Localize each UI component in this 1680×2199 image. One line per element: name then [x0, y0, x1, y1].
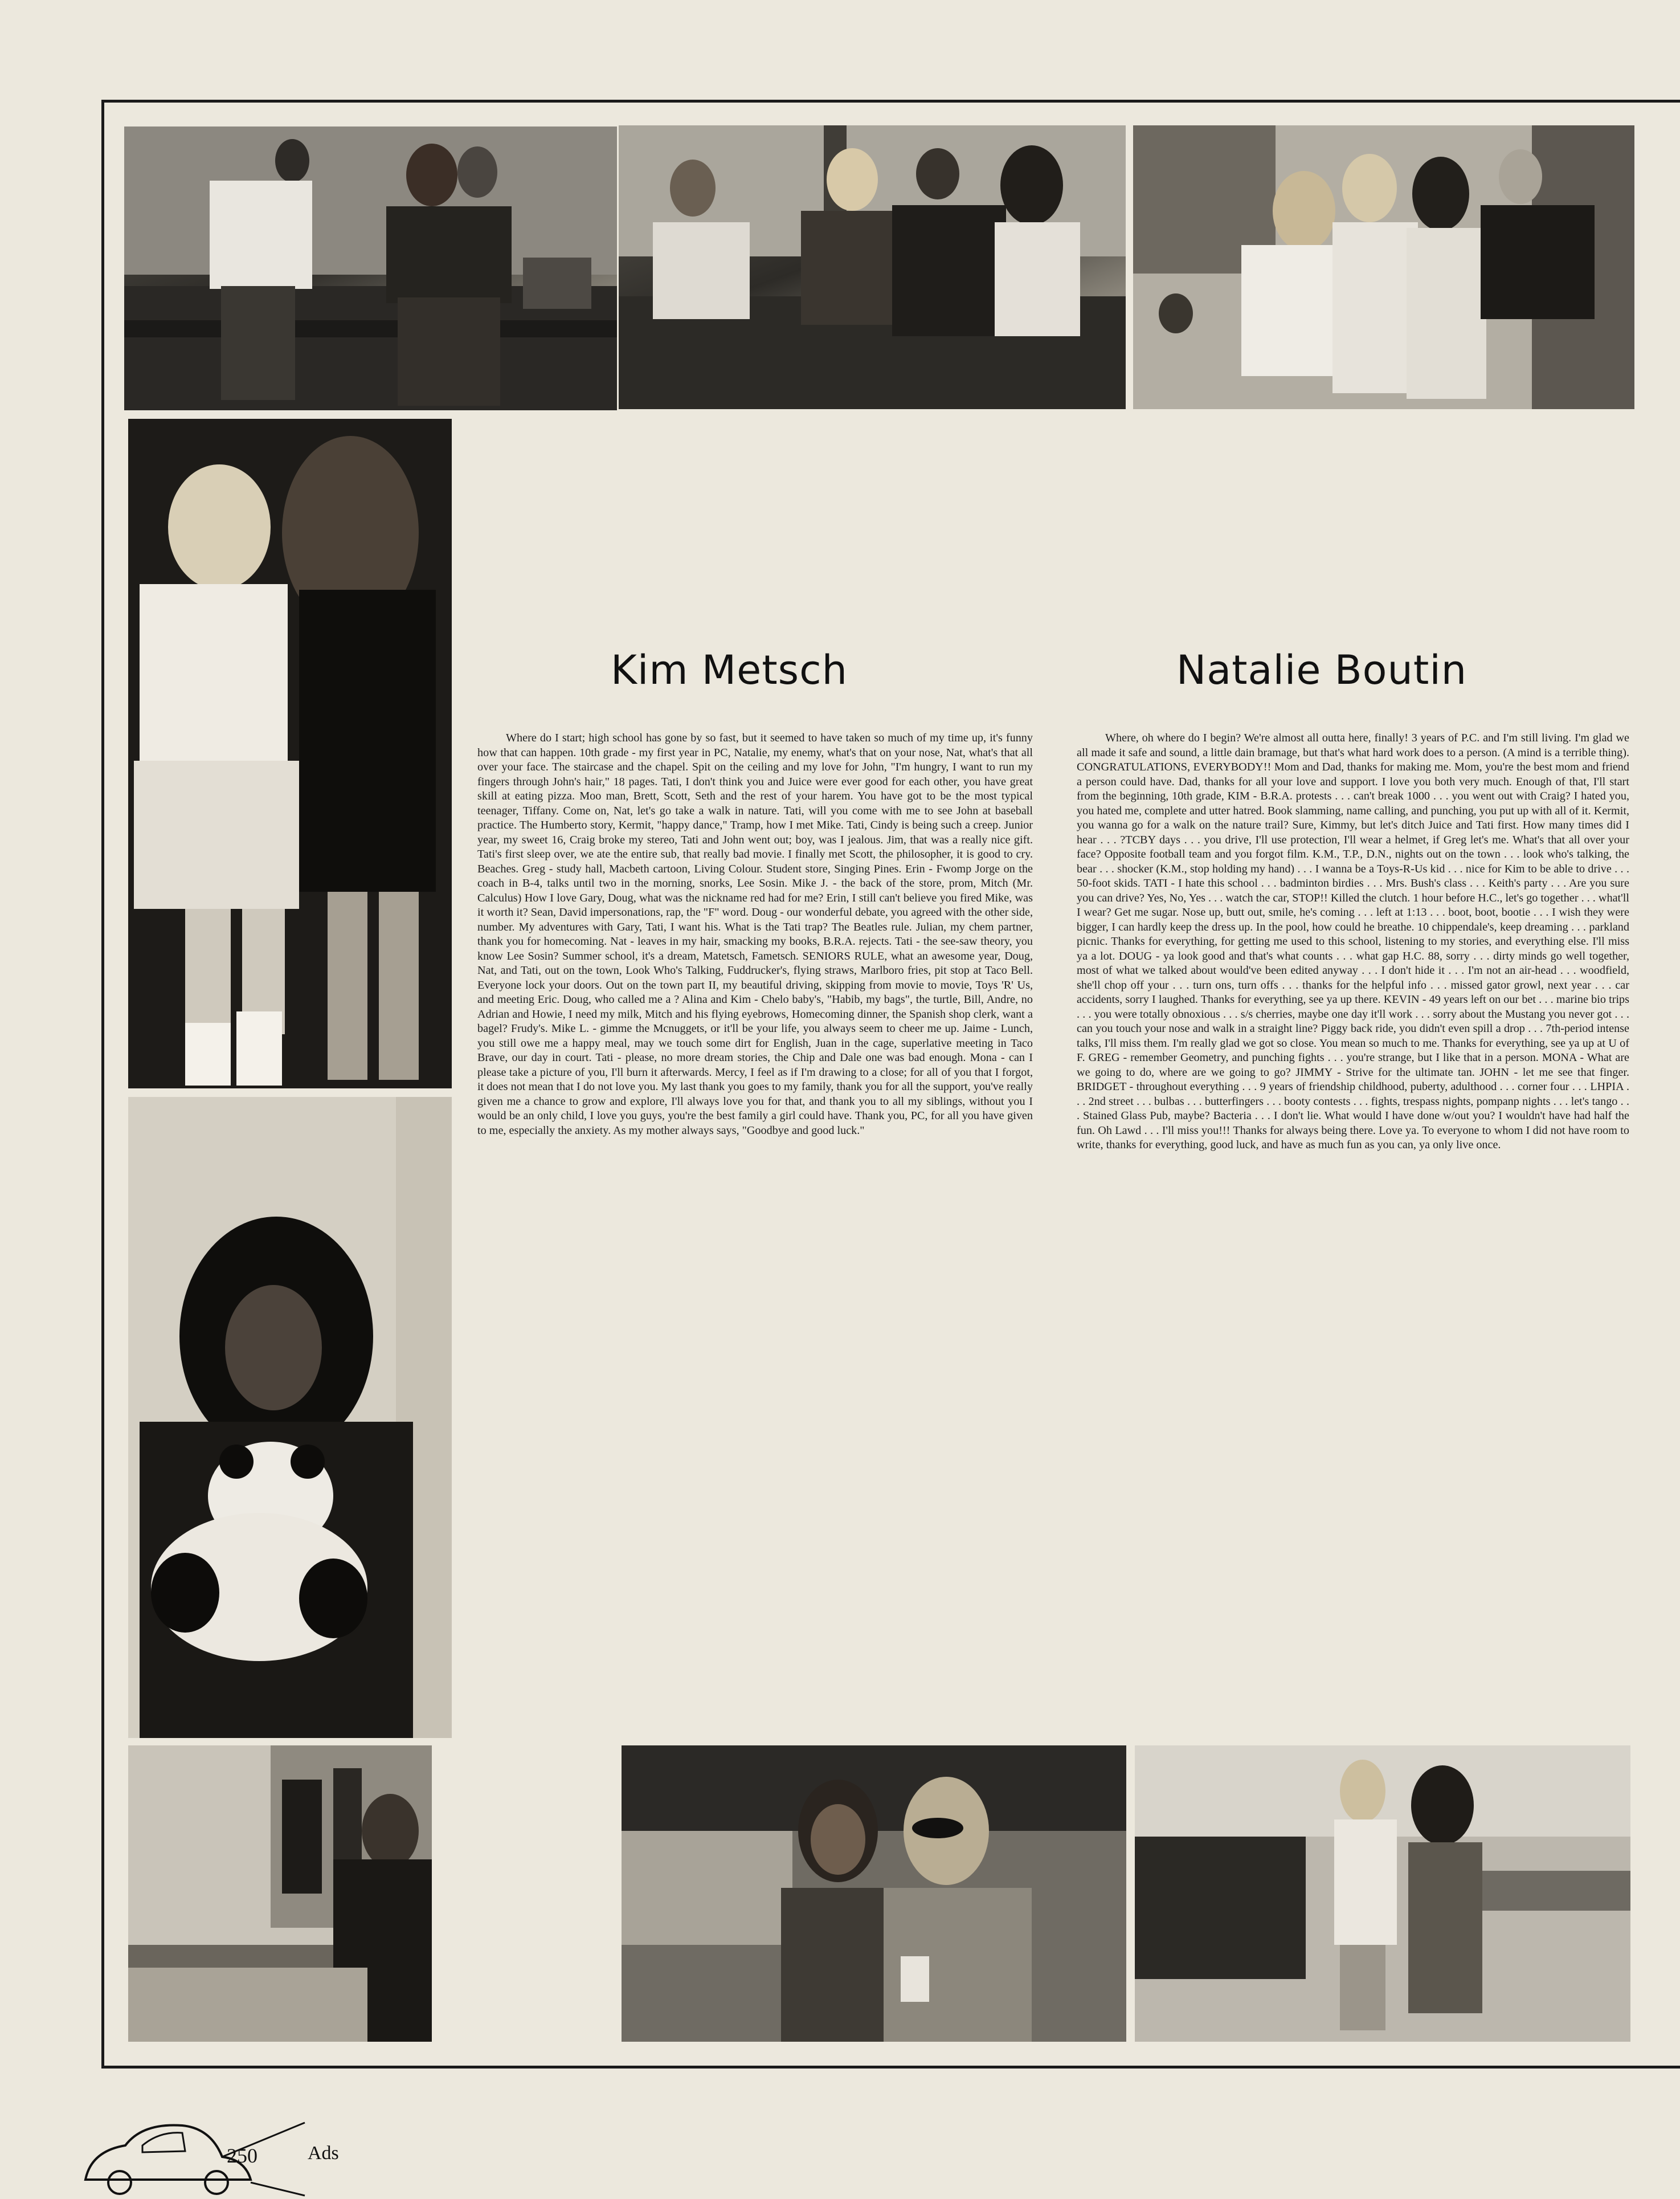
- photo-two-girls-outdoors: [1135, 1745, 1630, 2042]
- photo-two-girls-posing: [128, 419, 452, 1088]
- section-label: Ads: [308, 2143, 339, 2164]
- photo-guy-at-desk: [128, 1745, 432, 2042]
- car-logo-icon: [74, 2111, 313, 2197]
- profile-text-kim: [477, 731, 1033, 1460]
- page-number: 250: [227, 2144, 257, 2167]
- photo-couple-on-bench: [124, 127, 617, 410]
- profile-text-natalie: [1077, 731, 1629, 1483]
- profile-name-kim: Kim Metsch: [610, 647, 848, 693]
- photo-girl-with-panda: [128, 1097, 452, 1738]
- photo-four-friends-sitting: [619, 125, 1126, 409]
- profile-paragraph-kim: Where do I start; high school has gone by so fast, but it seemed to have taken so much of my time up, it's funny how that can happen. 10th grade - my first year in PC, Natalie, my enemy, what's that on your nose, Nat, what's that all over your face. The staircase and the chapel. Spit on the ceiling and my love for John, "I'm hungry, I want to run my fingers through John's hair," 18 pages. Tati, I don't think you and Juice were ever good for each other, you have great skill at eating pizza. Moo man, Brett, Scott, Seth and the rest of your harem. You have got to be the most typical teenager, Tiffany. Come on, Nat, let's go take a walk in nature. Tati, will you come with me to see John at baseball practice. The Humberto story, Kermit, "happy dance," Tramp, how I met Mike. Tati, Cindy is being such a creep. Junior year, my sweet 16, Craig broke my stereo, Tati and John went out; boy, was I jealous. Jim, that was a really nice gift. Tati's first sleep over, we ate the entire sub, that really bad movie. I finally met Scott, the philosopher, it is good to cry. Beaches. Greg - study hall, Macbeth cartoon, Living Colour. Student store, Singing Pines. Erin - Fwomp Jorge on the coach in B-4, talks until two in the morning, snorks, Lee Sosin. Mike J. - the back of the store, prom, Mitch (Mr. Calculus) How I love Gary, Doug, what was the nickname red had for me? Erin, I still can't believe you fired Mike, was it worth it? Sean, David impersonations, rap, the "F" word. Doug - our wonderful debate, you agreed with the other side, number. My adventures with Gary, Tati, I want his. What is the Tati trap? The Beatles rule. Julian, my chem partner, thank you for homecoming. Nat - leaves in my hair, smacking my books, B.R.A. rejects. Tati - the see-saw theory, you know Lee Sosin? Summer school, it's a dream, Matetsch, Fametsch. SENIORS RULE, what an awesome year, Doug, Nat, and Tati, out on the town, Look Who's Talking, Fuddrucker's, flying straws, Marlboro fries, pit stop at Taco Bell. Everyone lock your doors. Out on the town part II, my beautiful driving, skipping from movie to movie, Toys 'R' Us, and meeting Eric. Doug, who called me a ? Alina and Kim - Chelo baby's, "Habib, my bags", the turtle, Bill, Andre, no Adrian and Howie, I need my milk, Mitch and his flying eyebrows, Homecoming dinner, the Spanish shop clerk, want a bagel? Frudy's. Mike L. - gimme the Mcnuggets, or it'll be your life, you always seem to cheer me up. Jaime - Lunch, you still owe me a happy meal, may we touch some dirt for English, Juan in the cage, superlative meeting in Taco Brave, our day in court. Tati - please, no more dream stories, the Chip and Dale one was bad enough. Mona - can I please take a picture of you, I'll burn it afterwards. Mercy, I feel as if I'm drawing to a close; for all of you that I forgot, it does not mean that I do not love you. My last thank you goes to my family, thank you for all the support, you've really given me a chance to grow and explore, I'll always love you for that, and thank you to all my siblings, without you I would be an only child, I love you guys, you're the best family a girl could have. Thank you, PC, for all you have given to me, especially the anxiety. As my mother always says, "Goodbye and good luck.": [477, 732, 1033, 1137]
- profile-paragraph-natalie: Where, oh where do I begin? We're almost all outta here, finally! 3 years of P.C. and I'm still living. I'm glad we all made it safe and sound, a little dain bramage, but that's what hard work does to a person. (A mind is a terrible thing). CONGRATULATIONS, EVERYBODY!! Mom and Dad, thanks for making me. Mom, you're the best mom and friend a person could have. Dad, thanks for all your love and support. I love you both very much. Enough of that, I'll start from the beginning, 10th grade, KIM - B.R.A. protests . . . can't break 1000 . . . you went out with Craig? I hated you, you hated me, complete and utter hatred. Book slamming, name calling, and punching, you put up with all of it. Kermit, you wanna go for a walk on the nature trail? Sure, Kimmy, but let's ditch Juice and Tati first. How many times did I hear . . . ?TCBY days . . . you drive, I'll use protection, I'll wear a helmet, if Greg let's me. What's that all over your face? Opposite football team and you forgot film. K.M., T.P., D.N., nights out on the town . . . look who's talking, the bear . . . shocker (K.M., stop holding my hand) . . . I wanna be a Toys-R-Us kid . . . nice for Kim to be able to drive . . . 50-foot skids. TATI - I hate this school . . . badminton birdies . . . Mrs. Bush's class . . . Keith's party . . . Are you sure you can drive? Yes, No, Yes . . . watch the car, STOP!! Killed the clutch. 1 hour before H.C., let's go together . . . what'll I wear? Get me sugar. Nose up, butt out, smile, he's coming . . . left at 1:13 . . . boot, boot, bootie . . . I wish they were bigger, I can hardly keep the dress up. In the pool, how could he breathe. 10 chippendale's, keep dreaming . . . parkland picnic. Thanks for everything, for getting me used to this school, listening to my stories, and everything else. I'll miss ya a lot. DOUG - ya look good and that's what counts . . . what gap H.C. 88, sorry . . . dirty minds go well together, most of what we talked about would've been edited anyway . . . I don't hide it . . . I'm not an air-head . . . woodfield, she'll chop off your . . . turn ons, turn offs . . . thanks for the helpful info . . . missed gator growl, next year . . . car accidents, sorry I laughed. Thanks for everything, see ya up there. KEVIN - 49 years left on our bet . . . marine bio trips . . . you were totally obnoxious . . . s/s cherries, maybe one day it'll work . . . sorry about the Mustang you never got . . . can you touch your nose and walk in a straight line? Piggy back ride, you didn't even spill a drop . . . 7th-period intense talks, I'll miss them. I'm really glad we got so close. You mean so much to me. Thanks for everything, see ya up at U of F. GREG - remember Geometry, and punching fights . . . you're strange, but I like that in a person. MONA - What are we going to do, where are we going to go? JIMMY - Strive for the ultimate tan. JOHN - let me see that finger. BRIDGET - throughout everything . . . 9 years of friendship childhood, puberty, adulthood . . . corner four . . . LHPIA . . . 2nd street . . . bulbas . . . butterfingers . . . booty contests . . . fights, trespass nights, pompanp nights . . . let's tango . . . Stained Glass Pub, maybe? Bacteria . . . I don't lie. What would I have done w/out you? I wouldn't have had half the fun. Oh Lawd . . . I'll miss you!!! Thanks for always being there. Love ya. To everyone to whom I did not have room to write, thanks for everything, good luck, and have as much fun as you can, ya only live once.: [1077, 732, 1629, 1151]
- photo-four-friends-standing: [1133, 125, 1634, 409]
- profile-name-natalie: Natalie Boutin: [1176, 647, 1468, 693]
- photo-two-girls-sunglasses: [622, 1745, 1126, 2042]
